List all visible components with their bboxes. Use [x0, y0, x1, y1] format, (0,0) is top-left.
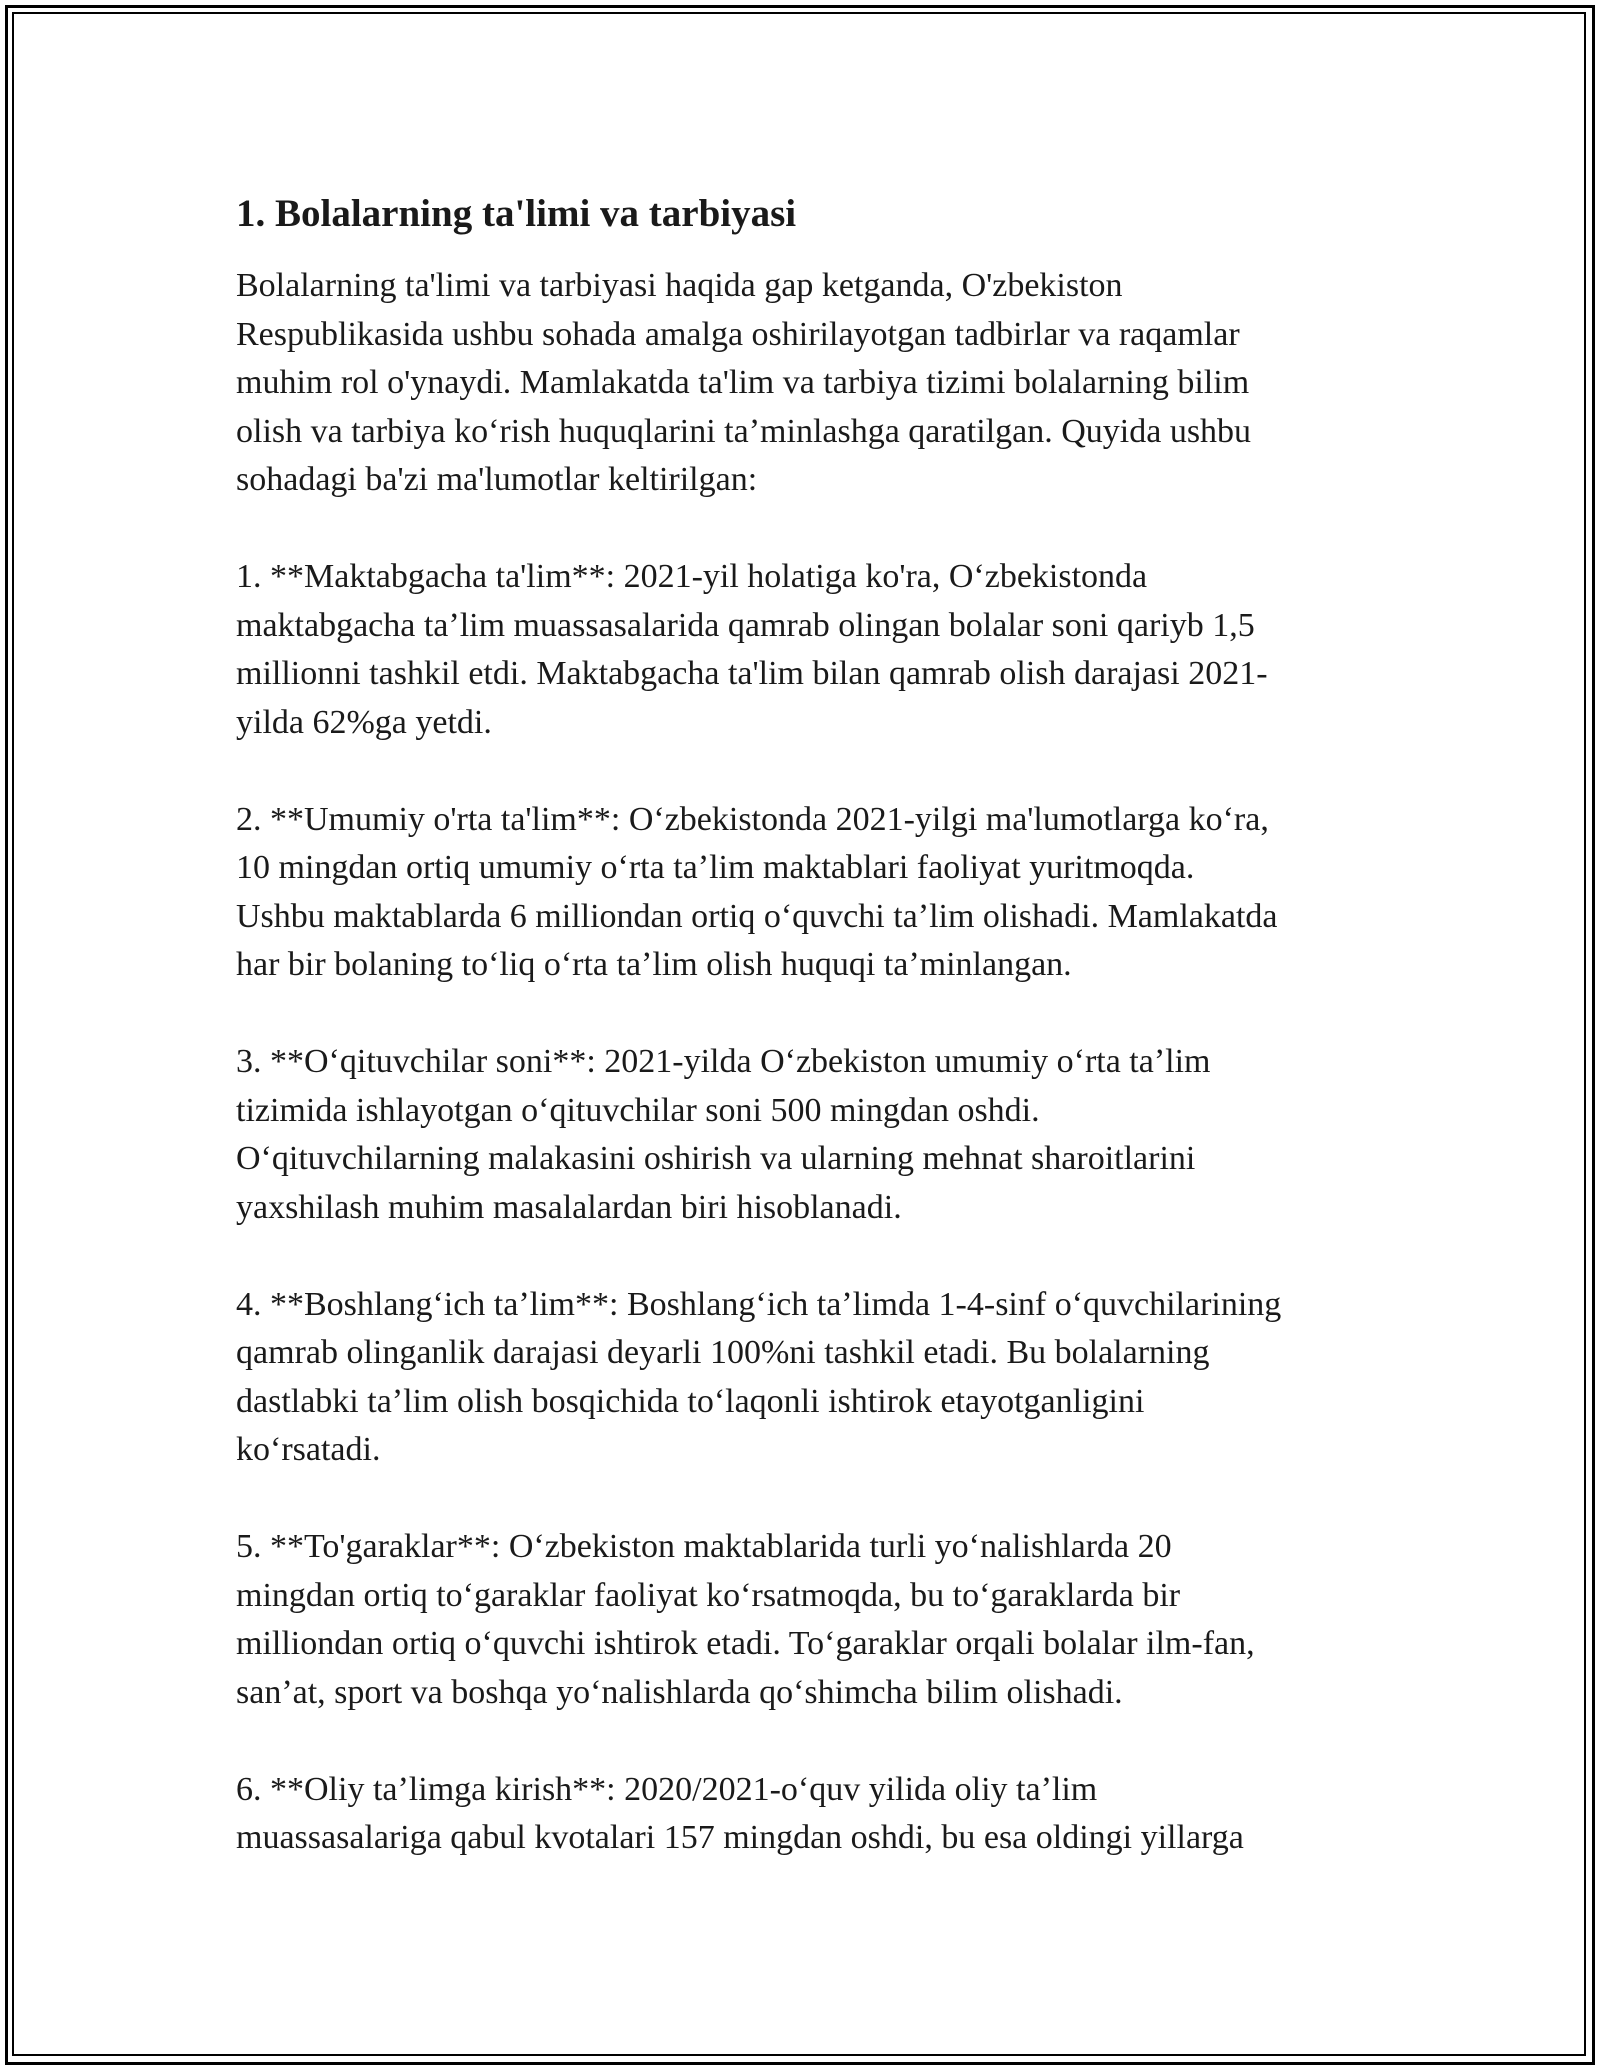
list-item-primary-education: 4. **Boshlangʻich taʼlim**: Boshlangʻich taʼlimda 1-4-sinf oʻquvchilarining qamrab olinganlik darajasi deyarli 100%ni tashkil etadi. Bu bolalarning dastlabki taʼlim olish bosqichida toʻlaqonli ishtirok etayotganligini koʻrsatadi.: [236, 1285, 1282, 1468]
list-item-higher-education: 6. **Oliy taʼlimga kirish**: 2020/2021-oʻquv yilida oliy taʼlim muassasalariga qabul kvotalari 157 mingdan oshdi, bu esa oldingi yillarga: [236, 1770, 1244, 1856]
list-item-clubs: 5. **To'garaklar**: Oʻzbekiston maktablarida turli yoʻnalishlarda 20 mingdan ortiq toʻgaraklar faoliyat koʻrsatmoqda, bu toʻgaraklarda bir milliondan ortiq oʻquvchi ishtirok etadi. Toʻgaraklar orqali bolalar ilm-fan, sanʼat, sport va boshqa yoʻnalishlarda qoʻshimcha bilim olishadi.: [236, 1528, 1255, 1711]
list-item-secondary-education: 2. **Umumiy o'rta ta'lim**: Oʻzbekistonda 2021-yilgi ma'lumotlarga koʻra, 10 mingdan ortiq umumiy oʻrta taʼlim maktablari faoliyat yuritmoqda. Ushbu maktablarda 6 milliondan ortiq oʻquvchi taʼlim olishadi. Mamlakatda har bir bolaning toʻliq oʻrta taʼlim olish huquqi taʼminlangan.: [236, 800, 1278, 983]
document-page: [236, 186, 1376, 1911]
list-item-teachers: 3. **Oʻqituvchilar soni**: 2021-yilda Oʻzbekiston umumiy oʻrta taʼlim tizimida ishlayotgan oʻqituvchilar soni 500 mingdan oshdi. Oʻqituvchilarning malakasini oshirish va ularning mehnat sharoitlarini yaxshilash muhim masalalardan biri hisoblanadi.: [236, 1043, 1211, 1226]
list-item-preschool: 1. **Maktabgacha ta'lim**: 2021-yil holatiga ko'ra, Oʻzbekistonda maktabgacha taʼlim muassasalarida qamrab olingan bolalar soni qariyb 1,5 millionni tashkil etdi. Maktabgacha ta'lim bilan qamrab olish darajasi 2021- yilda 62%ga yetdi.: [236, 558, 1268, 741]
intro-paragraph: Bolalarning ta'limi va tarbiyasi haqida gap ketganda, O'zbekiston Respublikasida ushbu sohada amalga oshirilayotgan tadbirlar va raqamlar muhim rol o'ynaydi. Mamlakatda ta'lim va tarbiya tizimi bolalarning bilim olish va tarbiya koʻrish huquqlarini taʼminlashga qaratilgan. Quyida ushbu sohadagi ba'zi ma'lumotlar keltirilgan:: [236, 267, 1252, 498]
section-heading: 1. Bolalarning ta'limi va tarbiyasi: [236, 192, 797, 235]
